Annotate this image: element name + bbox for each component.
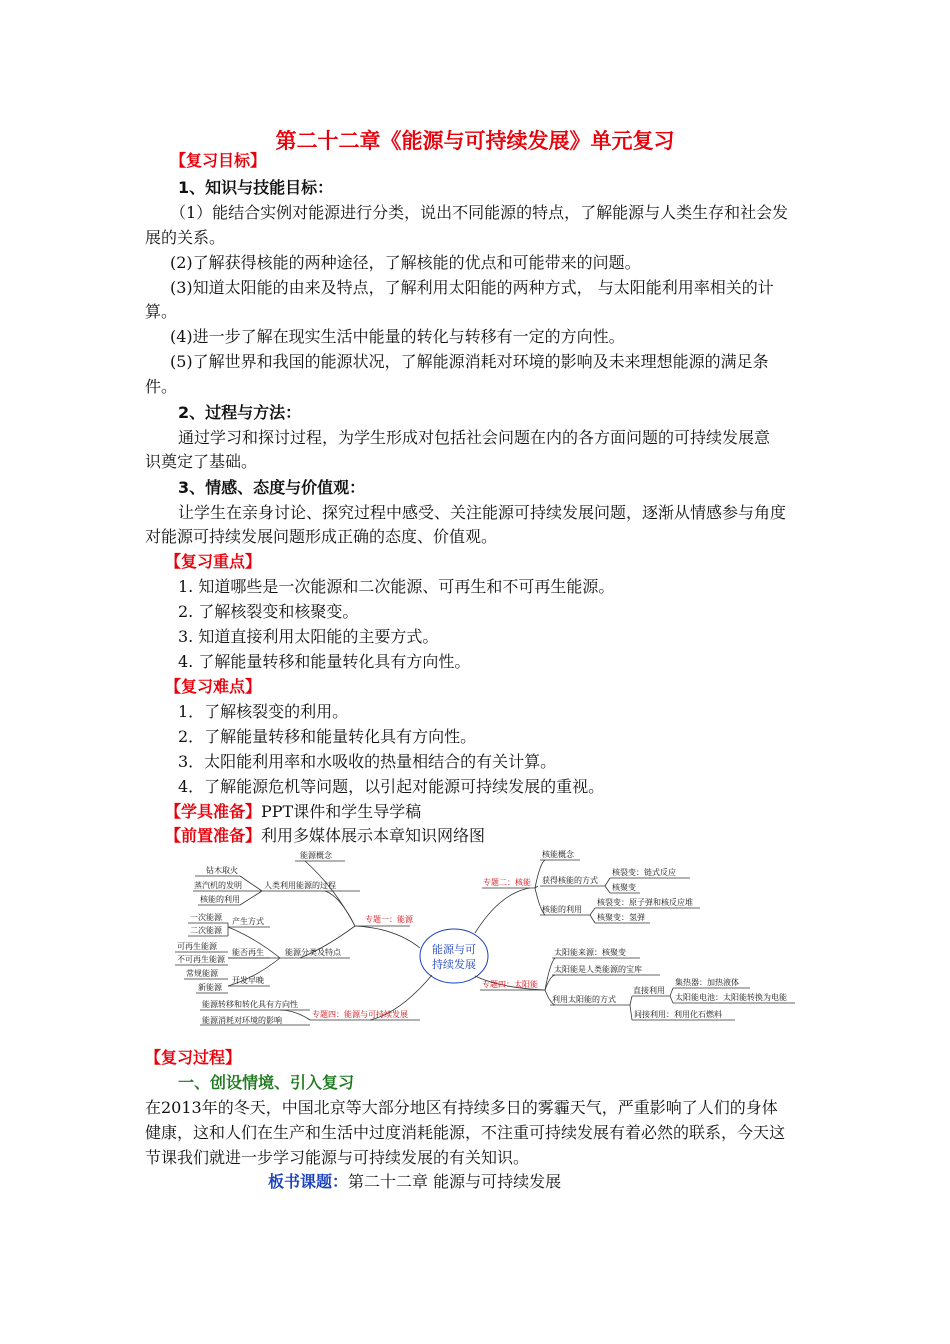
goals-heading: 【复习目标】 (170, 151, 267, 170)
mindmap-node: 核能的利用 (542, 905, 582, 914)
mindmap-node: 太阳能来源：核聚变 (554, 948, 626, 957)
mindmap-node: 能源消耗对环境的影响 (202, 1016, 282, 1025)
key-point-item: 1. 知道哪些是一次能源和二次能源、可再生和不可再生能源。 (178, 577, 615, 596)
mindmap-node: 可再生能源 (177, 942, 217, 951)
process-text: 节课我们就进一步学习能源与可持续发展的有关知识。 (145, 1148, 530, 1167)
tools-text: PPT课件和学生导学稿 (261, 802, 422, 821)
process-text: 健康，这和人们在生产和生活中过度消耗能源，不注重可持续发展有着必然的联系，今天这 (145, 1123, 786, 1142)
mindmap-node: 太阳能是人类能源的宝库 (554, 965, 642, 974)
mindmap-node: 核裂变：原子弹和核反应堆 (597, 898, 693, 907)
mindmap-node: 获得核能的方式 (542, 876, 598, 885)
goal-text: 展的关系。 (145, 228, 226, 247)
prep-heading: 【前置准备】 (165, 826, 262, 845)
page-title: 第二十二章《能源与可持续发展》单元复习 (275, 129, 675, 153)
goal-section-3-title: 3、情感、态度与价值观： (178, 478, 366, 497)
goal-text: （1）能结合实例对能源进行分类，说出不同能源的特点，了解能源与人类生存和社会发 (170, 203, 789, 222)
mindmap-node: 核能的利用 (200, 895, 240, 904)
mindmap-node: 太阳能电池：太阳能转换为电能 (675, 993, 787, 1002)
mindmap-node: 钻木取火 (206, 866, 238, 875)
mindmap-center-line1: 能源与可 (432, 943, 476, 956)
difficulties-heading: 【复习难点】 (165, 677, 262, 696)
mindmap-node: 产生方式 (232, 917, 264, 926)
goal-section-1-title: 1、知识与技能目标： (178, 178, 334, 197)
prep-line (165, 826, 485, 846)
goal-text: 通过学习和探讨过程，为学生形成对包括社会问题在内的各方面问题的可持续发展意 (178, 428, 771, 447)
goal-text: 对能源可持续发展问题形成正确的态度、价值观。 (145, 527, 498, 546)
difficulty-item: 3．太阳能利用率和水吸收的热量相结合的有关计算。 (178, 752, 557, 771)
mindmap-node: 集热器：加热液体 (675, 978, 739, 987)
process-subheading: 一、创设情境、引入复习 (178, 1073, 355, 1092)
difficulty-item: 1．了解核裂变的利用。 (178, 702, 349, 721)
mindmap-node: 核能概念 (542, 850, 574, 859)
process-text: 在2013年的冬天，中国北京等大部分地区有持续多日的雾霾天气，严重影响了人们的身体 (145, 1098, 778, 1117)
mindmap-node: 直接利用 (633, 986, 665, 995)
key-points-heading: 【复习重点】 (165, 552, 262, 571)
goal-text: 算。 (145, 302, 178, 321)
board-topic (268, 1172, 561, 1192)
mindmap-node: 能源转移和转化具有方向性 (202, 1000, 298, 1009)
mindmap-node: 核聚变：氢弹 (597, 913, 645, 922)
difficulty-item: 4．了解能源危机等问题，以引起对能源可持续发展的重视。 (178, 777, 605, 796)
mindmap-node: 能否再生 (232, 948, 264, 957)
mindmap-topic-solar: 专题四：太阳能 (482, 980, 538, 989)
goal-text: (2)了解获得核能的两种途径，了解核能的优点和可能带来的问题。 (170, 253, 641, 272)
mindmap-topic-nuclear: 专题二：核能 (483, 878, 531, 887)
mindmap-node: 能源概念 (300, 851, 332, 860)
goal-text: 识奠定了基础。 (145, 452, 258, 471)
mindmap-node: 利用太阳能的方式 (552, 995, 616, 1004)
mindmap-node: 二次能源 (190, 926, 222, 935)
mindmap-node: 能源分类及特点 (285, 948, 341, 957)
goal-text: (3)知道太阳能的由来及特点，了解利用太阳能的两种方式， 与太阳能利用率相关的计 (170, 278, 774, 297)
mindmap-topic-energy: 专题一：能源 (365, 915, 413, 924)
mindmap-node: 间接利用：利用化石燃料 (634, 1010, 722, 1019)
mindmap-node: 不可再生能源 (177, 955, 225, 964)
goal-text: (5)了解世界和我国的能源状况，了解能源消耗对环境的影响及未来理想能源的满足条 (170, 352, 769, 371)
mindmap-node: 人类利用能源的过程 (264, 881, 336, 890)
key-point-item: 3. 知道直接利用太阳能的主要方式。 (178, 627, 439, 646)
goal-text: 件。 (145, 377, 178, 396)
key-point-item: 2. 了解核裂变和核聚变。 (178, 602, 359, 621)
difficulty-item: 2．了解能量转移和能量转化具有方向性。 (178, 727, 477, 746)
board-text: 第二十二章 能源与可持续发展 (348, 1172, 562, 1191)
mindmap-topic-sustainable: 专题四：能源与可持续发展 (312, 1010, 408, 1019)
mindmap-node: 核聚变 (612, 883, 636, 892)
process-heading: 【复习过程】 (145, 1048, 242, 1067)
mindmap-node: 蒸汽机的发明 (194, 881, 242, 890)
mindmap-node: 新能源 (198, 983, 222, 992)
tools-heading: 【学具准备】 (165, 802, 262, 821)
mindmap-node: 开发早晚 (232, 976, 264, 985)
prep-text: 利用多媒体展示本章知识网络图 (261, 826, 486, 845)
goal-section-2-title: 2、过程与方法： (178, 403, 302, 422)
mindmap-center-line2: 持续发展 (432, 958, 476, 971)
tools-line (165, 802, 421, 822)
mindmap-node: 核裂变：链式反应 (612, 868, 676, 877)
mindmap-node: 一次能源 (190, 913, 222, 922)
knowledge-mindmap (170, 848, 800, 1030)
goal-text: 让学生在亲身讨论、探究过程中感受、关注能源可持续发展问题，逐渐从情感参与角度 (178, 503, 787, 522)
goal-text: (4)进一步了解在现实生活中能量的转化与转移有一定的方向性。 (170, 327, 625, 346)
key-point-item: 4. 了解能量转移和能量转化具有方向性。 (178, 652, 471, 671)
board-label: 板书课题： (268, 1172, 349, 1191)
mindmap-node: 常规能源 (186, 969, 218, 978)
